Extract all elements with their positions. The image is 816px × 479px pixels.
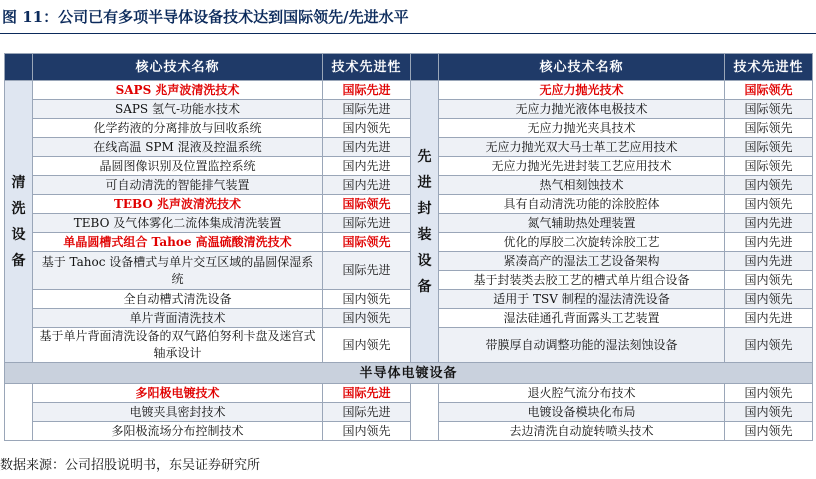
- header-tech-right: 核心技术名称: [439, 54, 725, 81]
- tech-level: 国内领先: [725, 271, 813, 290]
- table-row: [5, 119, 813, 138]
- table-row: [5, 252, 813, 271]
- tech-name: 退火腔气流分布技术: [439, 384, 725, 403]
- tech-name: 去边清洗自动旋转喷头技术: [439, 422, 725, 441]
- category-char: 洗: [11, 200, 26, 217]
- header-blank-left: [5, 54, 33, 81]
- tech-name: 基于 Tahoc 设备槽式与单片交互区域的晶圆保湿系统: [33, 252, 323, 290]
- tech-level: 国内领先: [725, 384, 813, 403]
- table-row: [5, 195, 813, 214]
- tech-level: 国内领先: [725, 403, 813, 422]
- main-body: [5, 81, 813, 363]
- header-level-right: 技术先进性: [725, 54, 813, 81]
- table-row: [5, 176, 813, 195]
- section-band: [5, 363, 813, 384]
- tech-level: 国际先进: [323, 100, 411, 119]
- table-row: [5, 100, 813, 119]
- figure-title: 图 11：公司已有多项半导体设备技术达到国际领先/先进水平: [0, 0, 816, 34]
- tech-level: 国内领先: [725, 422, 813, 441]
- tech-name: SAPS 氢气-功能水技术: [33, 100, 323, 119]
- tech-name: TEBO 及气体雾化二流体集成清洗装置: [33, 214, 323, 233]
- category-char: 设: [417, 252, 432, 269]
- tech-level: 国际领先: [725, 157, 813, 176]
- tech-name: 湿法硅通孔背面露头工艺装置: [439, 309, 725, 328]
- tech-name: 电镀设备模块化布局: [439, 403, 725, 422]
- tech-name: 单片背面清洗技术: [33, 309, 323, 328]
- table-row: [5, 233, 813, 252]
- tech-level: 国内先进: [725, 233, 813, 252]
- category-char: 进: [417, 174, 432, 191]
- category-char: 先: [417, 148, 432, 165]
- tech-level: 国际领先: [323, 233, 411, 252]
- tech-level: 国际先进: [323, 81, 411, 100]
- category-packaging: [411, 81, 439, 363]
- tech-level: 国际领先: [725, 119, 813, 138]
- tech-level: 国内先进: [323, 138, 411, 157]
- tech-name: TEBO 兆声波清洗技术: [33, 195, 323, 214]
- table-row: [5, 309, 813, 328]
- tech-table-wrapper: [4, 53, 812, 441]
- table-row: [5, 403, 813, 422]
- tech-level: 国际先进: [323, 252, 411, 290]
- tech-name: SAPS 兆声波清洗技术: [33, 81, 323, 100]
- category-char: 装: [417, 226, 432, 243]
- category-clean: [5, 81, 33, 363]
- tech-level: 国内领先: [725, 176, 813, 195]
- tech-level: 国内先进: [725, 214, 813, 233]
- table-row: [5, 81, 813, 100]
- tech-name: 基于单片背面清洗设备的双气路伯努利卡盘及迷宫式轴承设计: [33, 328, 323, 363]
- plating-body: [5, 363, 813, 441]
- table-row: [5, 422, 813, 441]
- tech-name: 晶圆图像识别及位置监控系统: [33, 157, 323, 176]
- tech-level: 国际先进: [323, 384, 411, 403]
- tech-name: 无应力抛光液体电极技术: [439, 100, 725, 119]
- tech-level: 国际领先: [323, 195, 411, 214]
- tech-name: 优化的厚胶二次旋转涂胶工艺: [439, 233, 725, 252]
- tech-level: 国内先进: [323, 176, 411, 195]
- table-row: [5, 214, 813, 233]
- section-band-title: 半导体电镀设备: [5, 363, 813, 384]
- blank-cell-left: [5, 384, 33, 441]
- tech-name: 具有自动清洗功能的涂胶腔体: [439, 195, 725, 214]
- tech-level: 国内领先: [323, 309, 411, 328]
- tech-level: 国内先进: [725, 309, 813, 328]
- table-row: [5, 384, 813, 403]
- tech-level: 国内领先: [725, 290, 813, 309]
- tech-name: 多阳极流场分布控制技术: [33, 422, 323, 441]
- tech-name: 单晶圆槽式组合 Tahoe 高温硫酸清洗技术: [33, 233, 323, 252]
- tech-level: 国内领先: [323, 422, 411, 441]
- tech-level: 国内领先: [725, 195, 813, 214]
- category-char: 清: [11, 174, 26, 191]
- blank-cell-right: [411, 384, 439, 441]
- tech-level: 国际先进: [323, 214, 411, 233]
- tech-name: 无应力抛光夹具技术: [439, 119, 725, 138]
- tech-level: 国内领先: [323, 328, 411, 363]
- tech-level: 国际先进: [323, 403, 411, 422]
- tech-level: 国内先进: [725, 252, 813, 271]
- header-level-left: 技术先进性: [323, 54, 411, 81]
- tech-level: 国际领先: [725, 81, 813, 100]
- tech-name: 紧凑高产的湿法工艺设备架构: [439, 252, 725, 271]
- tech-name: 全自动槽式清洗设备: [33, 290, 323, 309]
- category-char: 备: [417, 278, 432, 295]
- category-char: 设: [11, 226, 26, 243]
- table-row: [5, 138, 813, 157]
- source-note: 数据来源：公司招股说明书，东吴证券研究所: [0, 458, 261, 473]
- tech-name: 无应力抛光双大马士革工艺应用技术: [439, 138, 725, 157]
- tech-level: 国际领先: [725, 100, 813, 119]
- tech-name: 在线高温 SPM 混液及控温系统: [33, 138, 323, 157]
- tech-level: 国内领先: [725, 328, 813, 363]
- tech-name: 无应力抛光先进封装工艺应用技术: [439, 157, 725, 176]
- tech-name: 带膜厚自动调整功能的湿法刻蚀设备: [439, 328, 725, 363]
- tech-level: 国内领先: [323, 119, 411, 138]
- tech-name: 电镀夹具密封技术: [33, 403, 323, 422]
- tech-name: 适用于 TSV 制程的湿法清洗设备: [439, 290, 725, 309]
- table-row: [5, 157, 813, 176]
- tech-name: 无应力抛光技术: [439, 81, 725, 100]
- header-tech-left: 核心技术名称: [33, 54, 323, 81]
- tech-level: 国际领先: [725, 138, 813, 157]
- tech-name: 基于封装类去胶工艺的槽式单片组合设备: [439, 271, 725, 290]
- tech-table: [4, 53, 813, 441]
- tech-name: 化学药液的分离排放与回收系统: [33, 119, 323, 138]
- category-char: 备: [11, 252, 26, 269]
- tech-name: 可自动清洗的智能排气装置: [33, 176, 323, 195]
- tech-name: 氮气辅助热处理装置: [439, 214, 725, 233]
- tech-level: 国内领先: [323, 290, 411, 309]
- header-blank-right: [411, 54, 439, 81]
- table-header: [5, 54, 813, 81]
- tech-name: 多阳极电镀技术: [33, 384, 323, 403]
- category-char: 封: [417, 200, 432, 217]
- tech-name: 热气相刻蚀技术: [439, 176, 725, 195]
- table-row: [5, 290, 813, 309]
- tech-level: 国内先进: [323, 157, 411, 176]
